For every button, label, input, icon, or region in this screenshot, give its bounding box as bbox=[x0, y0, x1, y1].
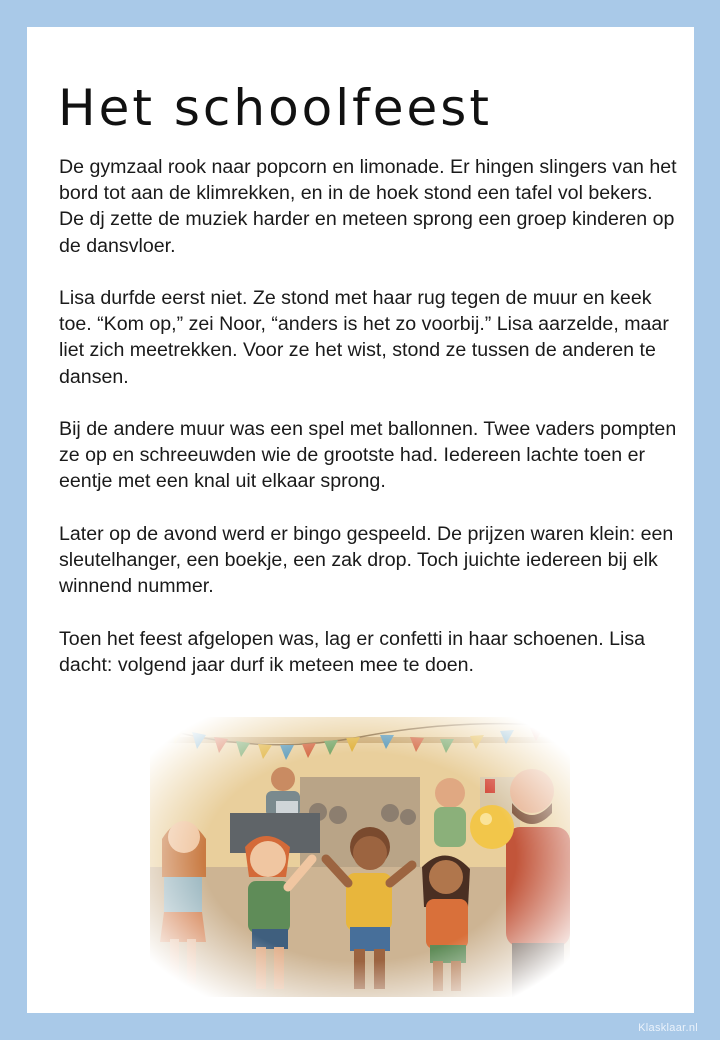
page-title: Het schoolfeest bbox=[58, 79, 492, 137]
story-paragraph: De gymzaal rook naar popcorn en limonade. Er hingen slingers van het bord tot aan de klimrekken, en in de hoek stond een tafel vol bekers. De dj zette de muziek harder en meteen sprong een groep kinderen op de dansvloer. bbox=[59, 156, 677, 257]
vignette bbox=[150, 717, 570, 997]
story-paragraph: Toen het feest afgelopen was, lag er confetti in haar schoenen. Lisa dacht: volgend jaar durf ik meteen mee te doen. bbox=[59, 627, 646, 676]
worksheet-page bbox=[27, 27, 694, 1013]
story-paragraph: Later op de avond werd er bingo gespeeld. De prijzen waren klein: een sleutelhanger, een boekje, een zak drop. Toch juichte iedereen bij elk winnend nummer. bbox=[59, 522, 674, 598]
party-illustration bbox=[150, 717, 570, 997]
story-text bbox=[59, 154, 679, 704]
watermark: Klasklaar.nl bbox=[638, 1022, 698, 1034]
story-paragraph: Bij de andere muur was een spel met ballonnen. Twee vaders pompten ze op en schreeuwden wie de grootste had. Iedereen lachte toen er eentje met een knal uit elkaar sprong. bbox=[59, 418, 677, 493]
story-paragraph: Lisa durfde eerst niet. Ze stond met haar rug tegen de muur en keek toe. “Kom op,” zei Noor, “anders is het zo voorbij.” Lisa aarzelde, maar liet zich meetrekken. Voor ze het wist, stond ze tussen de anderen te dansen. bbox=[59, 287, 669, 388]
